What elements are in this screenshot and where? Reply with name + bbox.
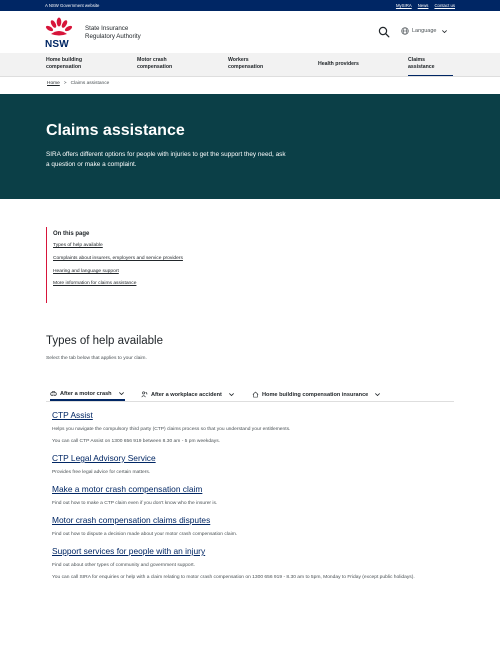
nav-item-label-line2: compensation	[46, 64, 82, 70]
section-subtitle: Select the tab below that applies to your claim.	[46, 356, 147, 361]
search-icon[interactable]	[378, 26, 390, 38]
masthead-link-news[interactable]: News	[417, 3, 429, 8]
chevron-down-icon	[374, 391, 381, 398]
help-item-text: Find out about other types of community and government support.	[52, 563, 195, 568]
nav-item-claims-assistance[interactable]	[408, 55, 453, 76]
chevron-down-icon	[118, 390, 125, 397]
help-item-title-link[interactable]: Motor crash compensation claims disputes	[52, 515, 211, 525]
globe-icon	[401, 27, 409, 35]
help-item-title-link[interactable]: CTP Assist	[52, 410, 93, 420]
help-item-text: Helps you navigate the compulsory third party (CTP) claims process so that you understand your entitlements.	[52, 427, 291, 432]
page-title: Claims assistance	[46, 122, 185, 139]
help-item-ctp-assist	[52, 410, 452, 445]
on-this-page-heading: On this page	[53, 231, 90, 237]
nav-item-label-line1: Claims	[408, 57, 426, 63]
tab-label: After a motor crash	[60, 390, 112, 397]
nav-item-label-line2: compensation	[228, 64, 264, 70]
chevron-down-icon	[228, 391, 235, 398]
main-navigation	[0, 53, 500, 77]
help-item-text: Find out how to dispute a decision made about your motor crash compensation claim.	[52, 532, 238, 537]
help-tabs	[46, 385, 454, 402]
nav-item-motor-crash[interactable]	[137, 55, 172, 73]
breadcrumb-home-link[interactable]: Home	[47, 81, 60, 86]
help-item-disputes	[52, 515, 452, 538]
on-this-page-link-hearing[interactable]: Hearing and language support	[53, 268, 119, 274]
help-item-text: Provides free legal advice for certain matters.	[52, 470, 151, 475]
nav-item-label-line1: Workers	[228, 57, 249, 63]
help-item-support-services	[52, 546, 452, 581]
nav-item-label-line1: Home building	[46, 57, 83, 63]
breadcrumb-current: Claims assistance	[70, 81, 110, 86]
house-icon	[252, 391, 259, 398]
hero-banner	[0, 94, 500, 199]
help-item-title-link[interactable]: CTP Legal Advisory Service	[52, 453, 156, 463]
help-item-text: You can call CTP Assist on 1300 656 919 between 8.30 am - 5 pm weekdays.	[52, 439, 221, 444]
help-item-text: You can call SIRA for enquiries or help with a claim relating to motor crash compensation on 1300 656 919 - 8.30 am to 5pm, Monday to Friday (except public holidays).	[52, 575, 415, 580]
tab-motor-crash[interactable]	[50, 388, 125, 401]
agency-name-line1: State Insurance	[85, 25, 129, 32]
worker-icon	[141, 391, 148, 398]
nav-item-workers[interactable]	[228, 55, 263, 73]
nav-item-label-line1: Motor crash	[137, 57, 167, 63]
masthead-link-contact[interactable]: Contact us	[434, 3, 455, 8]
nav-item-health-providers[interactable]	[318, 59, 359, 70]
masthead-bar	[0, 0, 500, 11]
nav-item-label-line1: Health providers	[318, 61, 359, 67]
tab-label: Home building compensation insurance	[262, 391, 369, 398]
car-icon	[50, 390, 57, 397]
masthead-title: A NSW Government website	[45, 3, 100, 8]
agency-name-line2: Regulatory Authority	[85, 32, 141, 40]
tab-home-building[interactable]	[252, 388, 381, 401]
on-this-page-link-more-info[interactable]: More information for claims assistance	[53, 281, 137, 287]
page-intro: SIRA offers different options for people with injuries to get the support they need, ask a question or make a complaint.	[46, 151, 286, 168]
language-label: Language	[412, 28, 437, 34]
breadcrumb	[47, 81, 109, 86]
language-selector[interactable]	[401, 27, 448, 35]
agency-name	[85, 25, 141, 40]
nav-item-home-building[interactable]	[46, 55, 82, 73]
nav-item-label-line2: compensation	[137, 64, 173, 70]
on-this-page-link-complaints[interactable]: Complaints about insurers, employers and service providers	[53, 255, 183, 261]
masthead-link-mysira[interactable]: MySIRA	[395, 3, 412, 8]
help-item-legal-advisory	[52, 453, 452, 476]
tab-panel-motor-crash	[52, 410, 452, 589]
help-item-make-claim	[52, 484, 452, 507]
tab-label: After a workplace accident	[151, 391, 222, 398]
on-this-page-link-types[interactable]: Types of help available	[53, 243, 103, 248]
help-item-title-link[interactable]: Make a motor crash compensation claim	[52, 484, 203, 494]
nav-item-label-line2: assistance	[408, 64, 435, 70]
chevron-down-icon	[441, 28, 448, 35]
site-header	[0, 11, 500, 53]
nsw-logo-text: NSW	[45, 39, 69, 50]
section-title: Types of help available	[46, 335, 163, 347]
help-item-text: Find out how to make a CTP claim even if you don't know who the insurer is.	[52, 501, 218, 506]
tab-workplace-accident[interactable]	[141, 388, 235, 401]
breadcrumb-separator: >	[63, 81, 67, 86]
help-item-title-link[interactable]: Support services for people with an injury	[52, 546, 206, 556]
on-this-page-nav	[46, 227, 246, 303]
masthead-links	[396, 3, 455, 8]
